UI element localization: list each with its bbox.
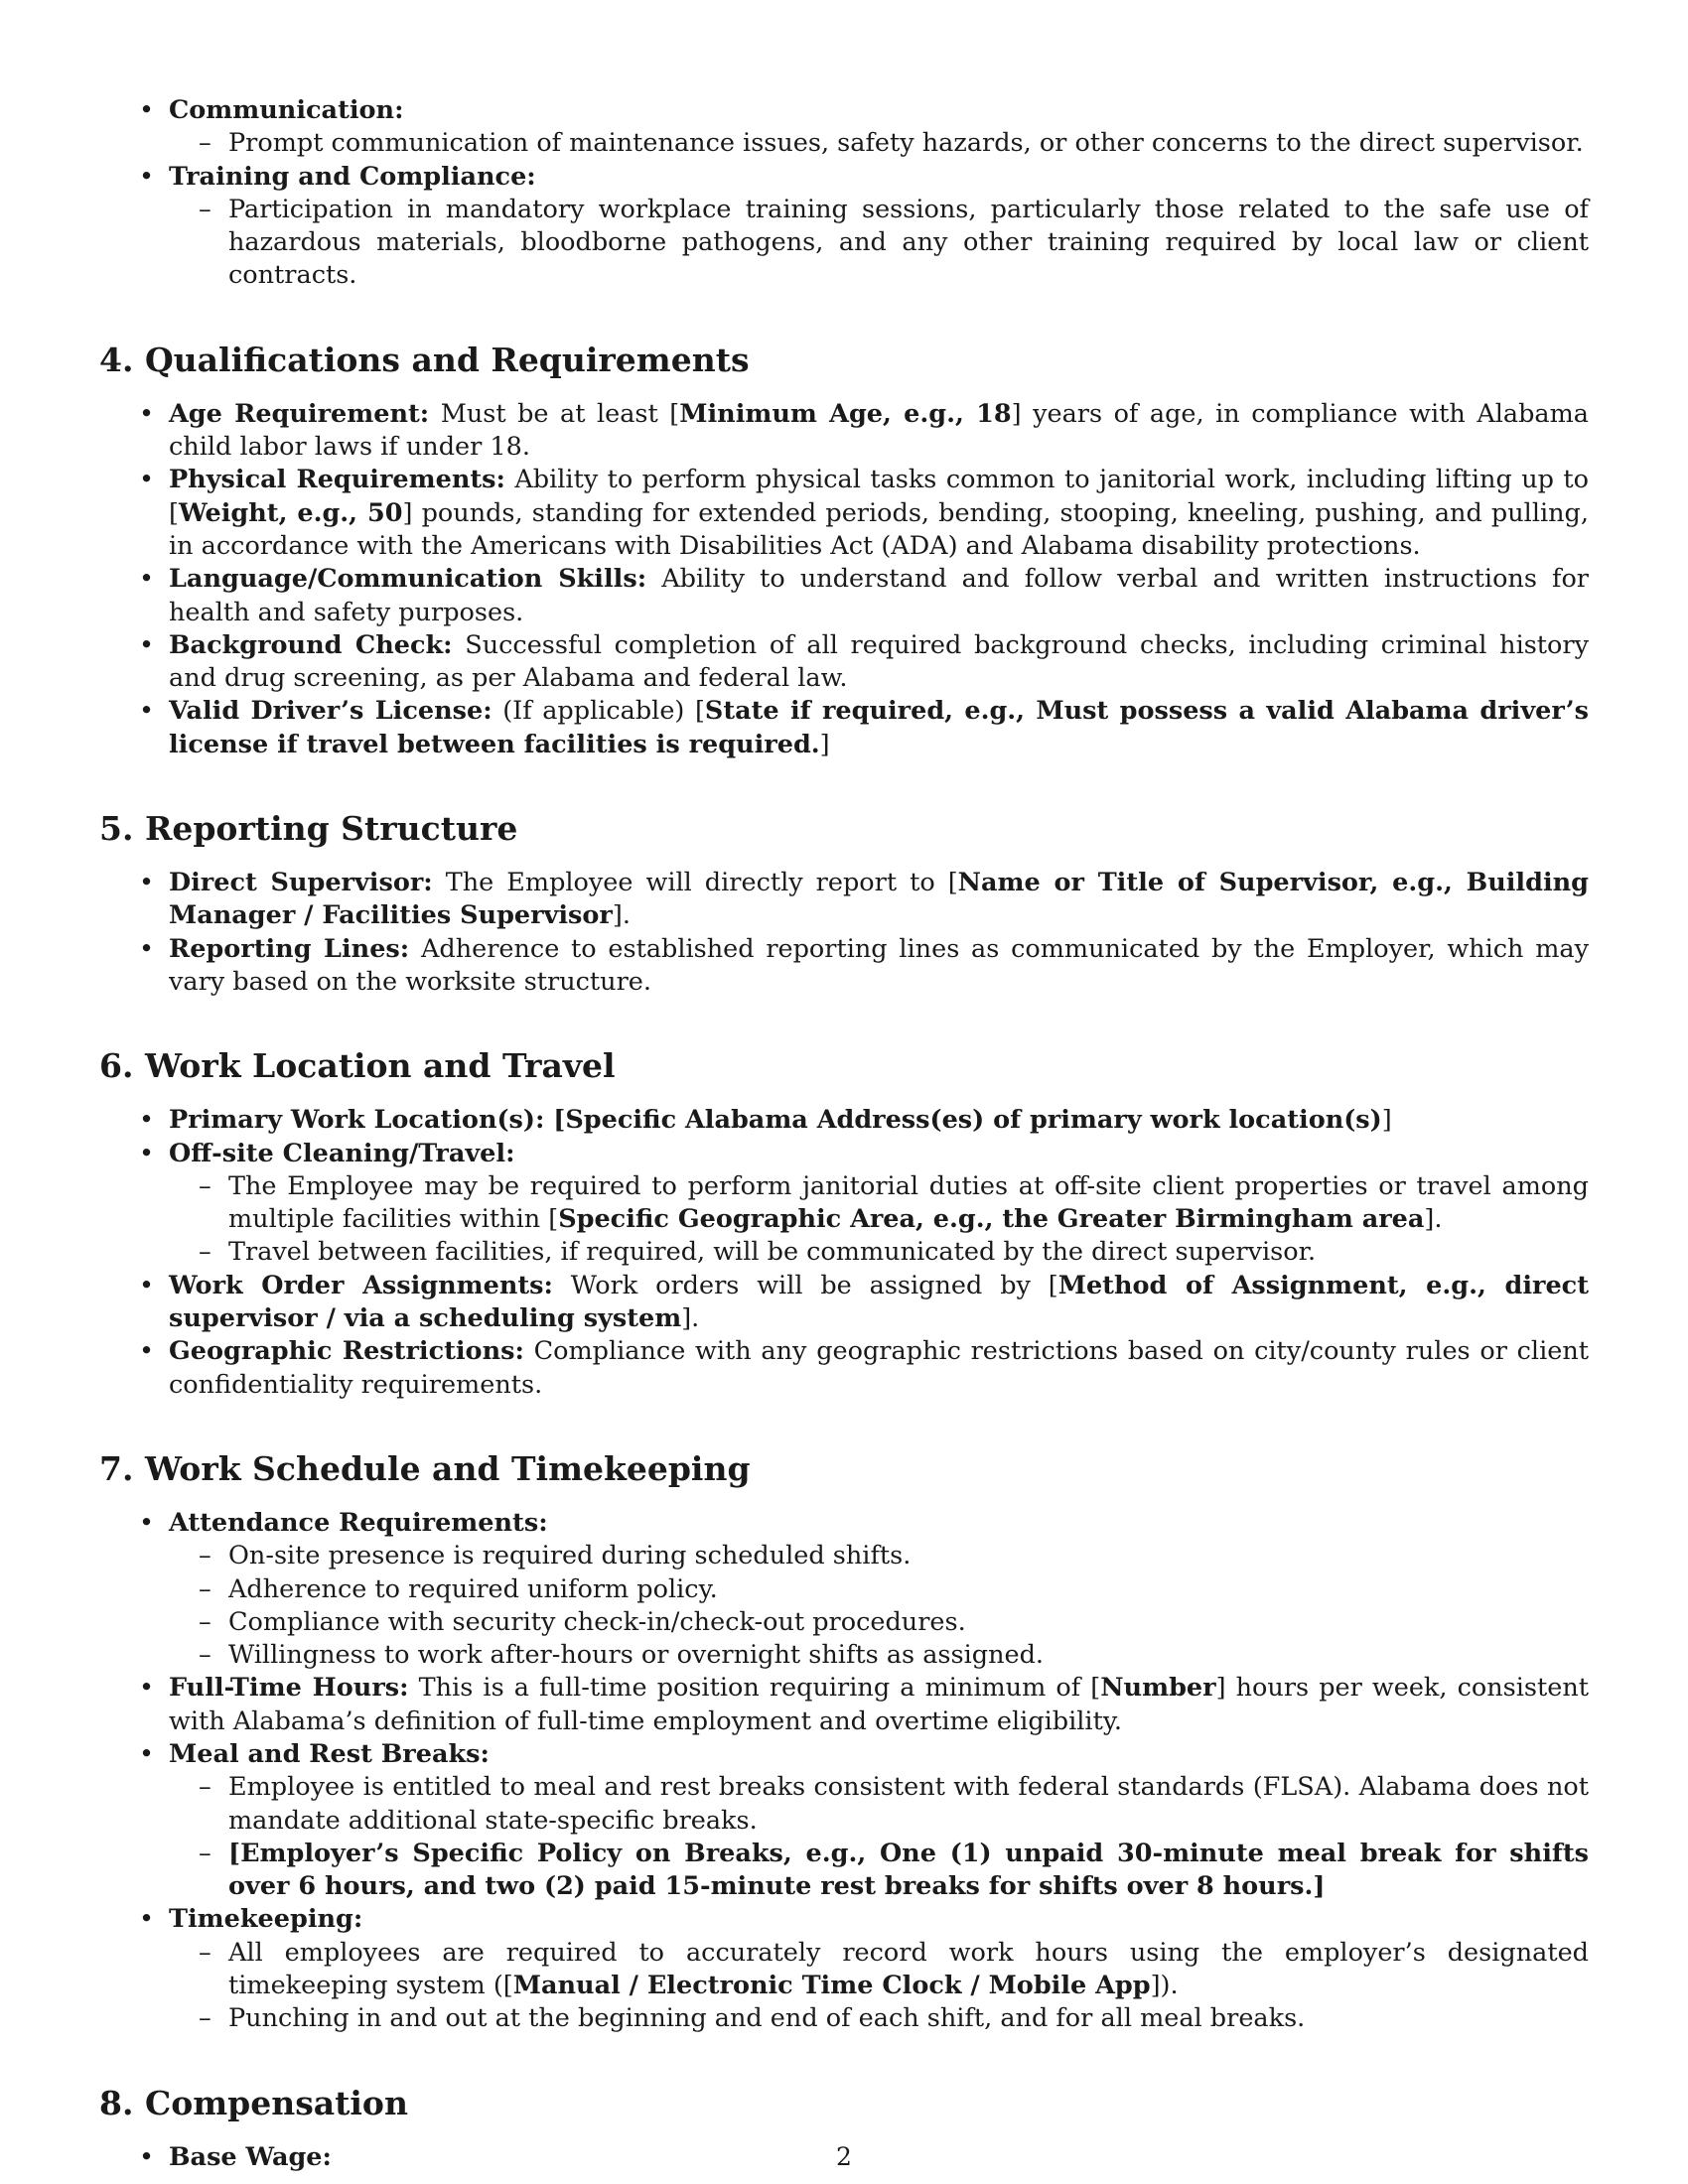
item-label: Background Check: [169, 629, 453, 660]
reporting-list [99, 867, 1589, 999]
placeholder-text: Specific Alabama Address(es) of primary work location(s) [565, 1105, 1382, 1136]
placeholder-text: Name or Title of Supervisor, e.g., Building Manager / Facilities Supervisor [169, 868, 1590, 931]
item-text: ] [1381, 1105, 1392, 1136]
item-text: ]. [612, 900, 631, 931]
sub-list-item: – Travel between facilities, if required, will be communicated by the direct supervisor. [169, 1236, 1589, 1269]
list-item [99, 1672, 1589, 1738]
item-label: Direct Supervisor: [169, 868, 433, 898]
item-text: ]. [681, 1303, 700, 1334]
item-label: Training and Compliance: [169, 161, 536, 192]
sub-list-item [169, 1838, 1589, 1904]
sub-list [169, 1771, 1589, 1903]
placeholder-text: Manual / Electronic Time Clock / Mobile App [512, 1971, 1151, 2001]
list-item [99, 464, 1589, 563]
sub-list [169, 127, 1589, 160]
section-heading: 7. Work Schedule and Timekeeping [99, 1448, 751, 1488]
item-label: Base Wage: [169, 2141, 332, 2172]
list-item [99, 1138, 1589, 1270]
item-label: Work Order Assignments: [169, 1270, 553, 1300]
item-text: ]. [1424, 1204, 1443, 1235]
list-item [99, 1104, 1589, 1137]
section-heading: 4. Qualifications and Requirements [99, 340, 750, 379]
document-page [99, 94, 1589, 2174]
sub-list [169, 1170, 1589, 1270]
list-item [99, 629, 1589, 696]
item-label: Reporting Lines: [169, 933, 410, 964]
sub-list [169, 1540, 1589, 1672]
item-text: [ [544, 1105, 566, 1136]
list-item [99, 933, 1589, 1000]
item-label: Physical Requirements: [169, 465, 505, 495]
item-text: [ [228, 1838, 241, 1868]
placeholder-text: State if required, e.g., Must possess a valid Alabama driver’s license if travel between facilities is required. [169, 696, 1589, 759]
item-text: (If applicable) [ [492, 696, 705, 727]
location-list [99, 1104, 1589, 1402]
item-label: Off-site Cleaning/Travel: [169, 1138, 515, 1168]
sub-list [169, 1937, 1589, 2036]
item-text: Compliance with any geographic restrictions based on city/county rules or client confidentiality requirements. [169, 1336, 1589, 1400]
item-text: ] years of age, in compliance with Alabama child labor laws if under 18. [169, 398, 1590, 463]
item-text: Ability to understand and follow verbal and written instructions for health and safety purposes. [169, 564, 1589, 627]
section-heading: 6. Work Location and Travel [99, 1046, 616, 1086]
item-text: This is a full-time position requiring a minimum of [ [408, 1673, 1101, 1704]
qualifications-list [99, 398, 1589, 761]
list-item [99, 867, 1589, 933]
item-label: Meal and Rest Breaks: [169, 1738, 490, 1769]
sub-list-item: – Adherence to required uniform policy. [169, 1573, 1589, 1606]
list-item [99, 1738, 1589, 1903]
placeholder-text: Employer’s Specific Policy on Breaks, e.g., One (1) unpaid 30-minute meal break for shifts over 6 hours, and two (2) paid 15-minute rest breaks for shifts over 8 hours. [228, 1838, 1589, 1902]
item-text: All employees are required to accurately record work hours using the employer’s designated timekeeping system ([ [228, 1937, 1589, 2001]
item-text: The Employee will directly report to [ [432, 868, 958, 898]
list-item [99, 1903, 1589, 2035]
sub-list-item: – Prompt communication of maintenance issues, safety hazards, or other concerns to the direct supervisor. [169, 127, 1589, 160]
placeholder-text: Weight, e.g., 50 [178, 497, 403, 528]
list-item [99, 161, 1589, 293]
list-item [99, 695, 1589, 761]
sub-list-item: – Punching in and out at the beginning and end of each shift, and for all meal breaks. [169, 2002, 1589, 2035]
item-text: ]). [1150, 1971, 1179, 2001]
sub-list-item: – Willingness to work after-hours or overnight shifts as assigned. [169, 1639, 1589, 1672]
item-text: Work orders will be assigned by [ [552, 1270, 1058, 1300]
item-text: ] [1313, 1871, 1326, 1902]
section-heading: 8. Compensation [99, 2083, 408, 2122]
page-number: 2 [836, 2142, 852, 2171]
item-text: Must be at least [ [429, 398, 680, 429]
placeholder-text: Minimum Age, e.g., 18 [679, 398, 1012, 429]
item-text: Successful completion of all required background checks, including criminal history and drug screening, as per Alabama and federal law. [169, 629, 1590, 694]
list-item [99, 1335, 1589, 1402]
item-text: Ability to perform physical tasks common to janitorial work, including lifting up to [ [169, 465, 1589, 528]
item-label: Valid Driver’s License: [169, 696, 492, 727]
list-item [99, 94, 1589, 161]
list-item [99, 398, 1589, 465]
item-label: Timekeeping: [169, 1904, 363, 1935]
item-text: Adherence to established reporting lines as communicated by the Employer, which may vary based on the worksite structure. [169, 933, 1589, 997]
previous-section-list [99, 94, 1589, 293]
placeholder-text: Number [1100, 1673, 1216, 1704]
item-label: Geographic Restrictions: [169, 1336, 524, 1367]
item-label: Age Requirement: [169, 398, 430, 429]
item-label: Language/Communication Skills: [169, 564, 647, 595]
schedule-list [99, 1507, 1589, 2036]
placeholder-text: Specific Geographic Area, e.g., the Greater Birmingham area [558, 1204, 1425, 1235]
sub-list-item: – On-site presence is required during scheduled shifts. [169, 1540, 1589, 1572]
list-item [99, 1507, 1589, 1672]
sub-list-item [169, 1937, 1589, 2003]
item-label: Communication: [169, 95, 404, 125]
item-label: Primary Work Location(s): [169, 1105, 545, 1136]
list-item [99, 1270, 1589, 1336]
list-item [99, 563, 1589, 629]
placeholder-text: Method of Assignment, e.g., direct supervisor / via a scheduling system [169, 1270, 1589, 1334]
item-label: Attendance Requirements: [169, 1507, 548, 1538]
item-text: ] [819, 729, 830, 759]
sub-list-item: – Compliance with security check-in/check-out procedures. [169, 1606, 1589, 1639]
item-text: ] pounds, standing for extended periods, bending, stooping, kneeling, pushing, and pulling, in accordance with the Americans with Disabilities Act (ADA) and Alabama disability protections. [169, 497, 1589, 561]
sub-list-item [169, 1170, 1589, 1237]
item-text: The Employee may be required to perform janitorial duties at off-site client properties or travel among multiple facilities within [ [228, 1170, 1589, 1235]
item-label: Full-Time Hours: [169, 1673, 409, 1704]
sub-list [169, 194, 1589, 293]
section-heading: 5. Reporting Structure [99, 809, 518, 849]
sub-list-item: – Participation in mandatory workplace training sessions, particularly those related to the safe use of hazardous materials, bloodborne pathogens, and any other training required by local law or client contracts. [169, 194, 1589, 293]
sub-list-item: – Employee is entitled to meal and rest breaks consistent with federal standards (FLSA). Alabama does not mandate additional state-specific breaks. [169, 1771, 1589, 1838]
item-text: ] hours per week, consistent with Alabama’s definition of full-time employment and overtime eligibility. [169, 1673, 1589, 1736]
